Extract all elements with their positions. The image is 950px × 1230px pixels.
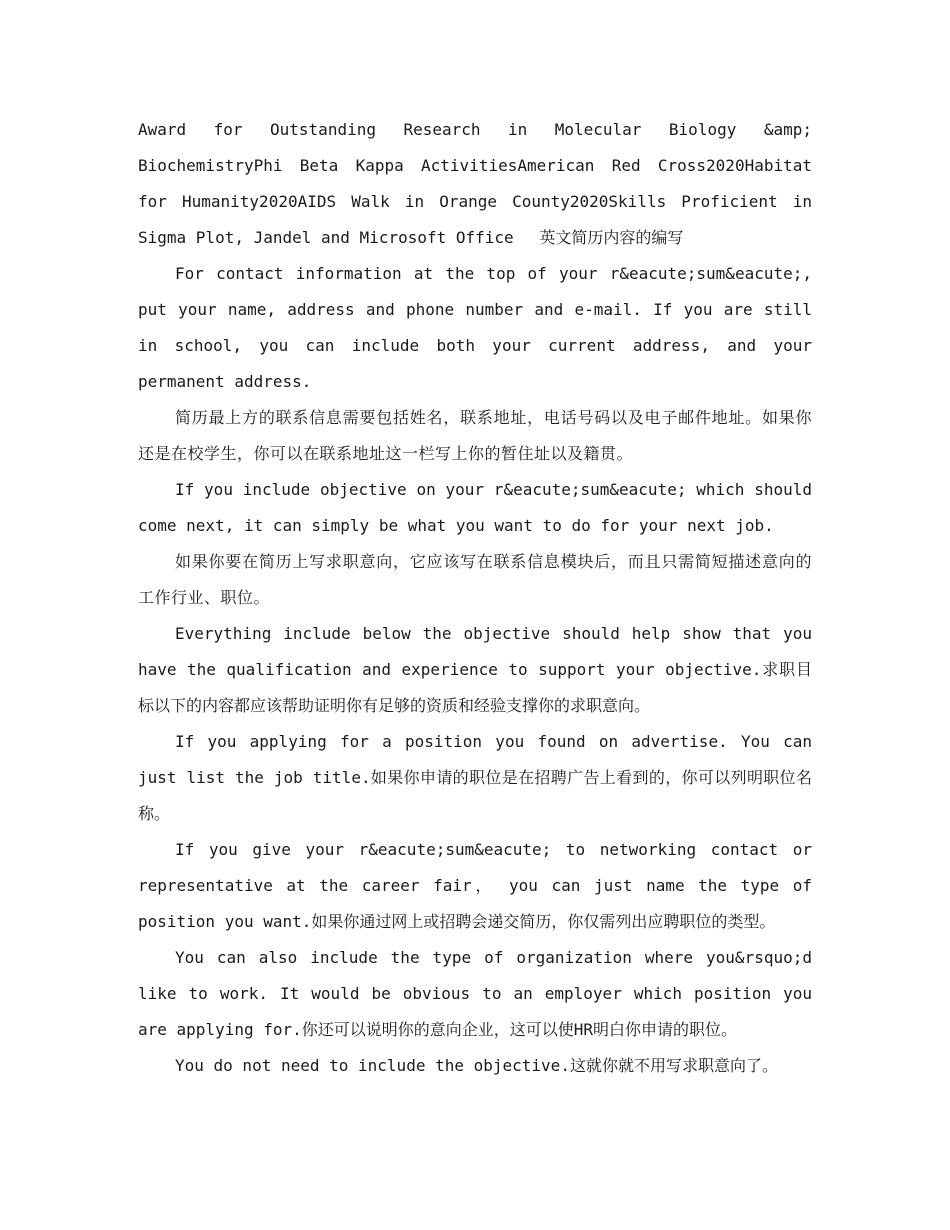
paragraph-job-title: If you applying for a position you found on advertise. You can just list the job title.如果你申请的职位是在招聘广告上看到的，你可以列明职位名称。: [138, 732, 812, 823]
paragraph-qualification: Everything include below the objective should help show that you have the qualification and experience to support your objective.求职目标以下的内容都应该帮助证明你有足够的资质和经验支撑你的求职意向。: [138, 624, 812, 715]
paragraph-contact-info-en: For contact information at the top of your r&eacute;sum&eacute;, put your name, address and phone number and e-mail. If you are still in school, you can include both your current address, and your permanent address.: [138, 264, 812, 391]
paragraph-objective-en: If you include objective on your r&eacute;sum&eacute; which should come next, it can simply be what you want to do for your next job.: [138, 480, 812, 535]
paragraph-career-fair: If you give your r&eacute;sum&eacute; to networking contact or representative at the career fair， you can just name the type of position you want.如果你通过网上或招聘会递交简历，你仅需列出应聘职位的类型。: [138, 840, 812, 931]
paragraph-contact-info-zh: 简历最上方的联系信息需要包括姓名，联系地址，电话号码以及电子邮件地址。如果你还是在校学生，你可以在联系地址这一栏写上你的暂住址以及籍贯。: [138, 408, 812, 463]
document-body: [138, 112, 812, 1084]
paragraph-awards-skills: Award for Outstanding Research in Molecular Biology &amp; BiochemistryPhi Beta Kappa ActivitiesAmerican Red Cross2020Habitat for Humanity2020AIDS Walk in Orange County2020Skills Proficient in Sigma Plot, Jandel and Microsoft Office 英文简历内容的编写: [138, 120, 812, 247]
paragraph-objective-zh: 如果你要在简历上写求职意向，它应该写在联系信息模块后，而且只需简短描述意向的工作行业、职位。: [138, 552, 812, 607]
paragraph-organization-type: You can also include the type of organization where you&rsquo;d like to work. It would be obvious to an employer which position you are applying for.你还可以说明你的意向企业，这可以使HR明白你申请的职位。: [138, 948, 812, 1039]
paragraph-no-objective: You do not need to include the objective.这就你就不用写求职意向了。: [175, 1056, 778, 1075]
